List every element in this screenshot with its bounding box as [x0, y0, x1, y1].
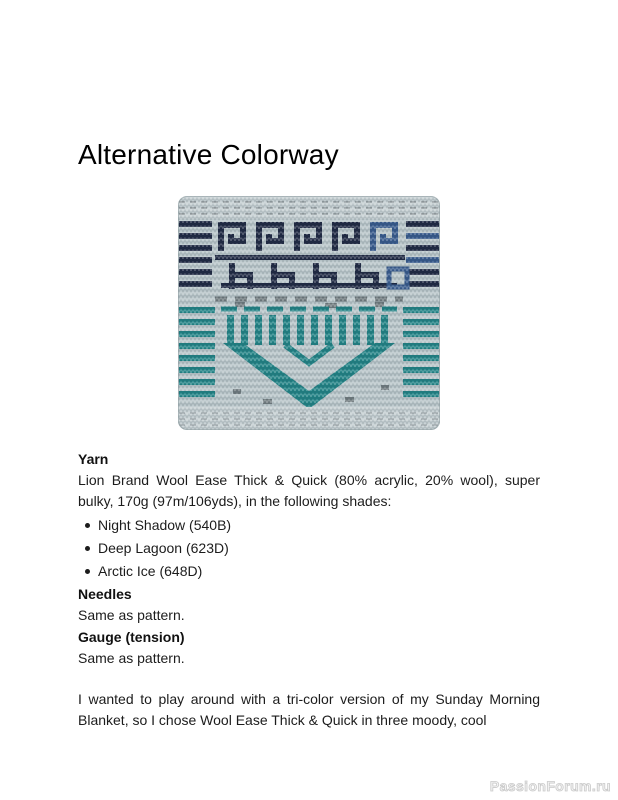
shade-list [78, 514, 540, 583]
needles-text: Same as pattern. [78, 607, 185, 623]
gauge-text: Same as pattern. [78, 650, 185, 666]
swatch-photo [175, 193, 443, 433]
watermark: PassionForum.ru [489, 778, 611, 794]
knitted-swatch-image [175, 193, 443, 433]
shade-item-night-shadow: Night Shadow (540B) [78, 514, 540, 537]
yarn-heading: Yarn [78, 451, 109, 467]
swatch-pattern [178, 196, 440, 430]
needles-heading: Needles [78, 586, 132, 602]
yarn-description: Lion Brand Wool Ease Thick & Quick (80% acrylic, 20% wool), super bulky, 170g (97m/106yds), in the following shades: [78, 472, 540, 509]
gauge-heading: Gauge (tension) [78, 629, 185, 645]
shade-item-deep-lagoon: Deep Lagoon (623D) [78, 537, 540, 560]
shade-item-arctic-ice: Arctic Ice (648D) [78, 560, 540, 583]
closing-paragraph: I wanted to play around with a tri-color version of my Sunday Morning Blanket, so I chose Wool Ease Thick & Quick in three moody, cool [78, 691, 540, 728]
page-title: Alternative Colorway [78, 139, 339, 170]
